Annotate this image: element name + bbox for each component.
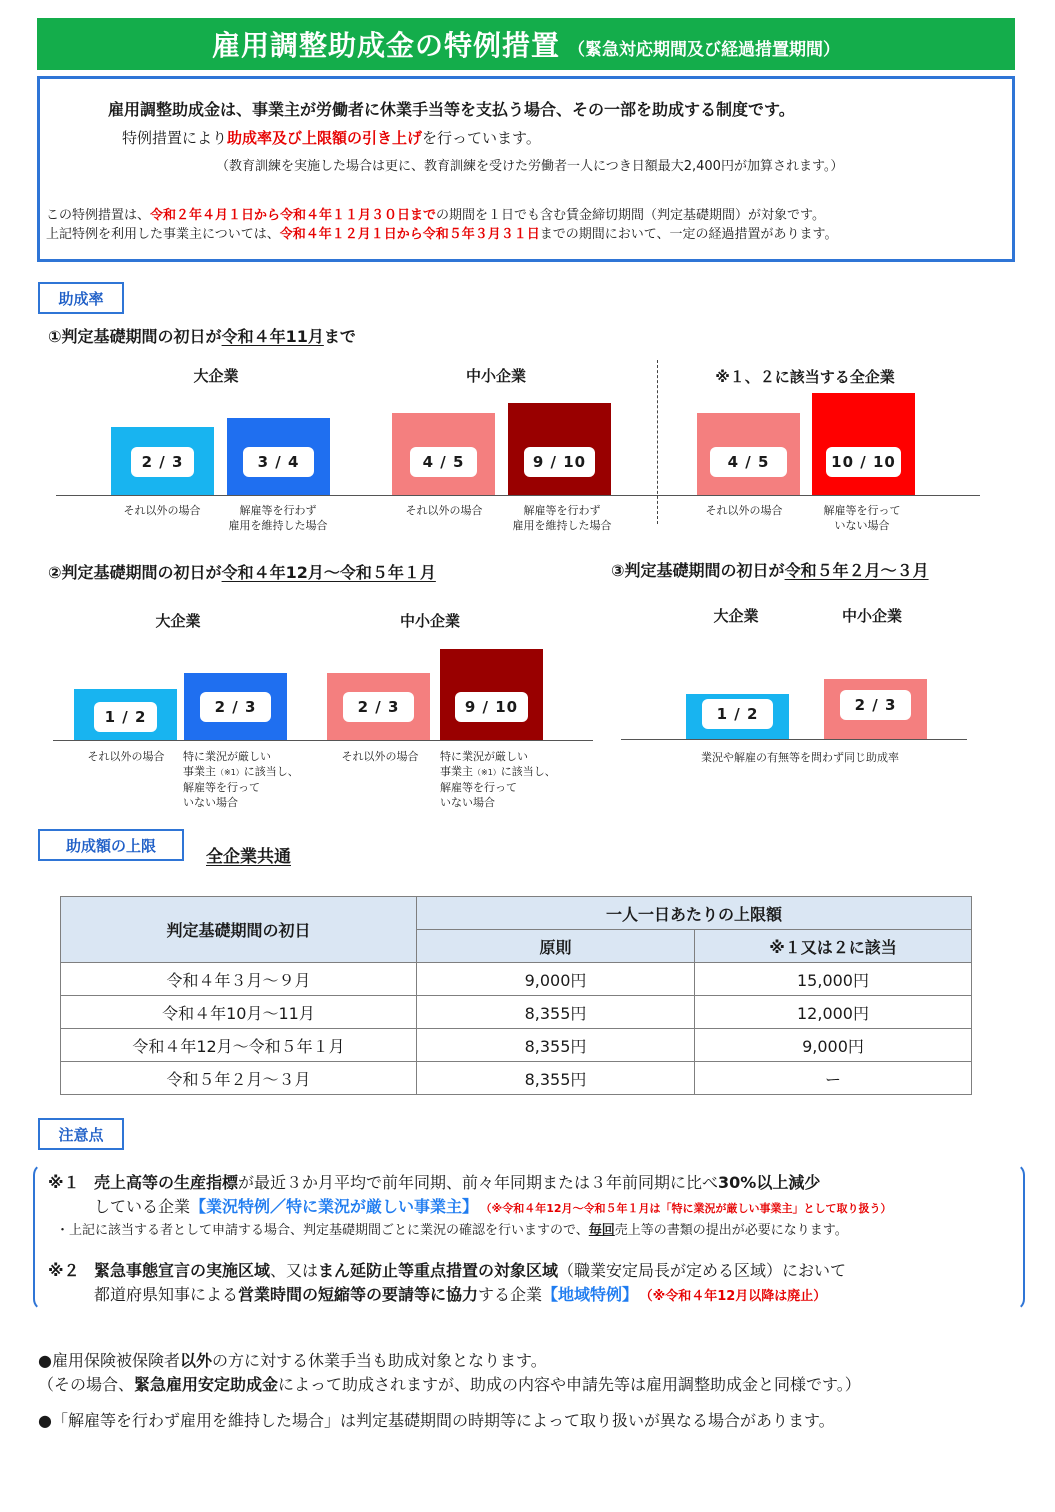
s1-bar-value-6: 10 / 10 bbox=[826, 447, 901, 477]
s1-bar-value-2: 3 / 4 bbox=[243, 447, 314, 477]
table-row: 令和５年２月～３月 8,355円 ー bbox=[61, 1062, 972, 1095]
table-row: 令和４年３月～９月 9,000円 15,000円 bbox=[61, 963, 972, 996]
intro-line-5: 上記特例を利用した事業主については、令和４年１２月１日から令和５年３月３１日までの期間において、一定の経過措置があります。 bbox=[46, 227, 838, 242]
s2-bar-3 bbox=[327, 673, 430, 740]
intro-line-1: 雇用調整助成金は、事業主が労働者に休業手当等を支払う場合、その一部を助成する制度です。 bbox=[108, 100, 795, 119]
s2-bar-value-4: 9 / 10 bbox=[455, 692, 528, 722]
page-subtitle: （緊急対応期間及び経過措置期間） bbox=[568, 39, 840, 60]
intro-line-4: この特例措置は、令和２年４月１日から令和４年１１月３０日までの期間を１日でも含む賃金締切期間（判定基礎期間）が対象です。 bbox=[46, 208, 825, 223]
s1-bar-value-1: 2 / 3 bbox=[131, 447, 194, 477]
th-period: 判定基礎期間の初日 bbox=[61, 897, 417, 963]
limit-section-label: 助成額の上限 bbox=[38, 829, 184, 861]
title-banner bbox=[37, 18, 1015, 70]
s3-bar-value-2: 2 / 3 bbox=[840, 690, 911, 720]
s1-cap-6: 解雇等を行って いない場合 bbox=[823, 504, 901, 532]
s3-large-label: 大企業 bbox=[713, 607, 759, 625]
s1-bar-value-3: 4 / 5 bbox=[410, 447, 477, 477]
s1-bar-6 bbox=[812, 393, 915, 495]
note1-line2: している企業【業況特例／特に業況が厳しい事業主】 （※令和４年12月～令和５年１月は「特に業況が厳しい事業主」として取り扱う） bbox=[94, 1197, 892, 1216]
s2-bar-4 bbox=[440, 649, 543, 740]
s1-bar-3 bbox=[392, 413, 495, 495]
s1-bar-value-5: 4 / 5 bbox=[710, 447, 787, 477]
section2-heading: ②判定基礎期間の初日が令和４年12月～令和５年１月 bbox=[48, 563, 436, 582]
s3-bar-1 bbox=[686, 694, 789, 739]
s2-bar-value-2: 2 / 3 bbox=[200, 692, 271, 722]
s1-bar-4 bbox=[508, 403, 611, 495]
table-row: 令和４年12月～令和５年１月 8,355円 9,000円 bbox=[61, 1029, 972, 1062]
s1-bar-value-4: 9 / 10 bbox=[524, 447, 595, 477]
note2-line1: 緊急事態宣言の実施区域、又はまん延防止等重点措置の対象区域（職業安定局長が定める区域）において bbox=[94, 1261, 847, 1280]
s1-bar-1 bbox=[111, 427, 214, 495]
s1-all-label: ※１、２に該当する全企業 bbox=[715, 368, 895, 386]
footer-line-2: （その場合、緊急雇用安定助成金によって助成されますが、助成の内容や申請先等は雇用調整助成金と同様です。） bbox=[38, 1375, 861, 1394]
s1-cap-4: 解雇等を行わず 雇用を維持した場合 bbox=[512, 504, 612, 532]
s3-bar-value-1: 1 / 2 bbox=[702, 699, 773, 729]
s2-bar-1 bbox=[74, 689, 177, 740]
intro-line-3: （教育訓練を実施した場合は更に、教育訓練を受けた労働者一人につき日額最大2,400円が加算されます。） bbox=[216, 159, 844, 174]
th-base: 原則 bbox=[417, 930, 695, 963]
note2-line2: 都道府県知事による営業時間の短縮等の要請等に協力する企業【地域特例】 （※令和４年12月以降は廃止） bbox=[94, 1285, 827, 1304]
section1-heading: ①判定基礎期間の初日が令和４年11月まで bbox=[48, 327, 356, 346]
note2-mark: ※２ bbox=[48, 1261, 80, 1280]
intro-box bbox=[37, 76, 1015, 262]
intro-line-2: 特例措置により助成率及び上限額の引き上げを行っています。 bbox=[122, 129, 541, 147]
rate-section-label: 助成率 bbox=[38, 282, 124, 314]
s2-bar-2 bbox=[184, 673, 287, 740]
notes-section-label: 注意点 bbox=[38, 1118, 124, 1150]
page-title: 雇用調整助成金の特例措置 bbox=[211, 29, 560, 62]
footer-line-3: ●「解雇等を行わず雇用を維持した場合」は判定基礎期間の時期等によって取り扱いが異なる場合があります。 bbox=[38, 1411, 835, 1430]
s1-divider bbox=[657, 360, 658, 524]
s1-cap-5: それ以外の場合 bbox=[705, 504, 783, 517]
table-row: 令和４年10月～11月 8,355円 12,000円 bbox=[61, 996, 972, 1029]
s2-baseline bbox=[53, 740, 593, 741]
limit-table bbox=[60, 896, 972, 1095]
note1-line1: 売上高等の生産指標が最近３か月平均で前年同期、前々年同期または３年前同期に比べ30%以上減少 bbox=[94, 1173, 821, 1192]
footer-line-1: ●雇用保険被保険者以外の方に対する休業手当も助成対象となります。 bbox=[38, 1351, 547, 1370]
s2-sme-label: 中小企業 bbox=[399, 612, 460, 630]
th-special: ※１又は２に該当 bbox=[695, 930, 972, 963]
s2-cap-4: 特に業況が厳しい 事業主（※1）に該当し、 解雇等を行って いない場合 bbox=[440, 750, 556, 809]
s1-large-label: 大企業 bbox=[193, 367, 239, 385]
s2-cap-1: それ以外の場合 bbox=[87, 750, 165, 763]
s1-cap-2: 解雇等を行わず 雇用を維持した場合 bbox=[228, 504, 328, 532]
s2-bar-value-1: 1 / 2 bbox=[94, 702, 157, 732]
s1-sme-label: 中小企業 bbox=[465, 367, 526, 385]
note1-line3: ・上記に該当する者として申請する場合、判定基礎期間ごとに業況の確認を行いますので、毎回売上等の書類の提出が必要になります。 bbox=[56, 1223, 848, 1238]
s1-bar-2 bbox=[227, 418, 330, 495]
limit-common-label: 全企業共通 bbox=[206, 847, 291, 867]
s3-bar-2 bbox=[824, 679, 927, 739]
s2-cap-2: 特に業況が厳しい 事業主（※1）に該当し、 解雇等を行って いない場合 bbox=[183, 750, 299, 809]
s1-baseline bbox=[56, 495, 980, 496]
s1-cap-1: それ以外の場合 bbox=[123, 504, 201, 517]
s2-bar-value-3: 2 / 3 bbox=[343, 692, 414, 722]
s2-cap-3: それ以外の場合 bbox=[341, 750, 419, 763]
s3-cap: 業況や解雇の有無等を問わず同じ助成率 bbox=[701, 751, 899, 764]
section3-heading: ③判定基礎期間の初日が令和５年２月～３月 bbox=[611, 561, 929, 580]
th-daily: 一人一日あたりの上限額 bbox=[417, 897, 972, 930]
s3-sme-label: 中小企業 bbox=[841, 607, 902, 625]
s2-large-label: 大企業 bbox=[155, 612, 201, 630]
note1-mark: ※１ bbox=[48, 1173, 80, 1192]
s1-cap-3: それ以外の場合 bbox=[405, 504, 483, 517]
s1-bar-5 bbox=[697, 413, 800, 495]
s3-baseline bbox=[621, 739, 967, 740]
